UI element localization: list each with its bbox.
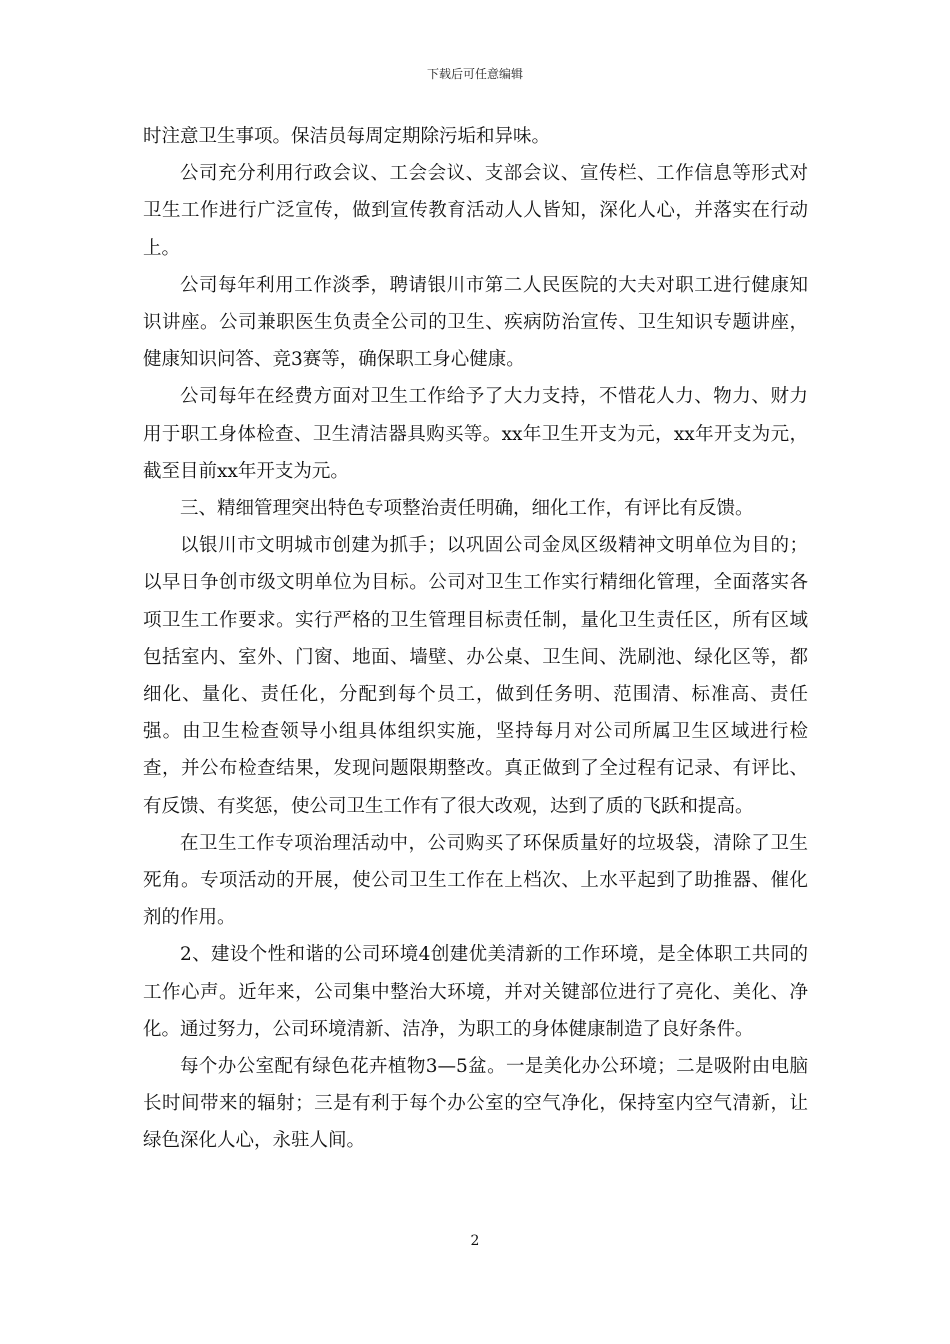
paragraph: 公司充分利用行政会议、工会会议、支部会议、宣传栏、工作信息等形式对卫生工作进行广泛宣传，做到宣传教育活动人人皆知，深化人心，并落实在行动上。 <box>143 163 808 259</box>
paragraph: 公司每年在经费方面对卫生工作给予了大力支持，不惜花人力、物力、财力用于职工身体检查、卫生清洁器具购买等。xx年卫生开支为元，xx年开支为元，截至目前xx年开支为元。 <box>143 386 808 482</box>
paragraph: 公司每年利用工作淡季，聘请银川市第二人民医院的大夫对职工进行健康知识讲座。公司兼职医生负责全公司的卫生、疾病防治宣传、卫生知识专题讲座，健康知识问答、竞3赛等，确保职工身心健康。 <box>143 274 808 371</box>
page-header: 下载后可任意编辑 <box>426 67 523 81</box>
page-number: 2 <box>470 1233 480 1249</box>
paragraph-continuation: 时注意卫生事项。保洁员每周定期除污垢和异味。 <box>143 126 551 147</box>
document-body <box>143 118 808 1160</box>
paragraph: 在卫生工作专项治理活动中，公司购买了环保质量好的垃圾袋，清除了卫生死角。专项活动的开展，使公司卫生工作在上档次、上水平起到了助推器、催化剂的作用。 <box>143 832 808 929</box>
paragraph: 每个办公室配有绿色花卉植物3—5盆。一是美化办公环境；二是吸附由电脑长时间带来的辐射；三是有利于每个办公室的空气净化，保持室内空气清新，让绿色深化人心，永驻人间。 <box>143 1056 808 1152</box>
paragraph: 以银川市文明城市创建为抓手；以巩固公司金凤区级精神文明单位为目的；以早日争创市级文明单位为目标。公司对卫生工作实行精细化管理，全面落实各项卫生工作要求。实行严格的卫生管理目标责任制，量化卫生责任区，所有区域包括室内、室外、门窗、地面、墙壁、办公桌、卫生间、洗刷池、绿化区等，都细化、量化、责任化，分配到每个员工，做到任务明、范围清、标准高、责任强。由卫生检查领导小组具体组织实施，坚持每月对公司所属卫生区域进行检查，并公布检查结果，发现问题限期整改。真正做到了全过程有记录、有评比、有反馈、有奖惩，使公司卫生工作有了很大改观，达到了质的飞跃和提高。 <box>143 535 808 817</box>
section-heading: 三、精细管理突出特色专项整治责任明确，细化工作，有评比有反馈。 <box>180 498 754 520</box>
paragraph: 2、建设个性和谐的公司环境4创建优美清新的工作环境，是全体职工共同的工作心声。近年来，公司集中整治大环境，并对关键部位进行了亮化、美化、净化。通过努力，公司环境清新、洁净，为职工的身体健康制造了良好条件。 <box>143 944 808 1040</box>
